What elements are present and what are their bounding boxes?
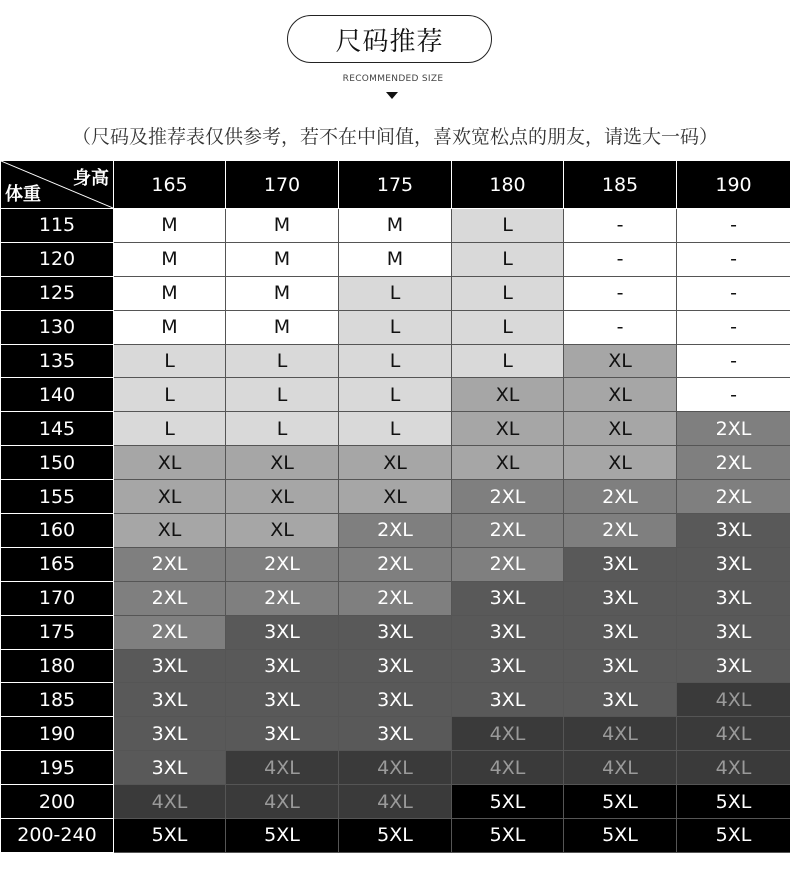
table-row xyxy=(1,819,790,853)
size-cell: XL xyxy=(564,378,677,412)
size-cell: 5XL xyxy=(677,785,790,819)
size-cell: 3XL xyxy=(564,649,677,683)
size-cell: 2XL xyxy=(339,514,452,548)
size-cell: XL xyxy=(452,412,564,446)
weight-label: 200-240 xyxy=(1,819,114,853)
height-axis-label: 身高 xyxy=(73,168,109,189)
size-cell: 3XL xyxy=(114,683,226,717)
size-cell: - xyxy=(677,209,790,243)
weight-label: 170 xyxy=(1,581,114,615)
height-header: 170 xyxy=(226,161,339,209)
size-cell: L xyxy=(339,310,452,344)
size-cell: XL xyxy=(339,446,452,480)
size-cell: 5XL xyxy=(452,819,564,853)
size-cell: XL xyxy=(114,514,226,548)
size-cell: XL xyxy=(226,446,339,480)
down-triangle-icon xyxy=(386,92,398,99)
weight-label: 115 xyxy=(1,209,114,243)
size-cell: L xyxy=(339,344,452,378)
height-header: 185 xyxy=(564,161,677,209)
size-cell: 3XL xyxy=(339,649,452,683)
size-cell: 5XL xyxy=(564,819,677,853)
size-cell: M xyxy=(114,276,226,310)
size-cell: 4XL xyxy=(226,751,339,785)
size-cell: 4XL xyxy=(114,785,226,819)
size-cell: - xyxy=(564,310,677,344)
size-cell: 4XL xyxy=(339,785,452,819)
size-cell: - xyxy=(564,209,677,243)
size-table xyxy=(0,160,790,853)
size-cell: 2XL xyxy=(452,547,564,581)
table-row xyxy=(1,412,790,446)
weight-label: 155 xyxy=(1,480,114,514)
size-cell: XL xyxy=(564,446,677,480)
size-cell: - xyxy=(564,242,677,276)
size-cell: 3XL xyxy=(339,615,452,649)
size-cell: XL xyxy=(452,378,564,412)
size-cell: 5XL xyxy=(114,819,226,853)
weight-label: 135 xyxy=(1,344,114,378)
size-cell: 4XL xyxy=(452,751,564,785)
size-cell: M xyxy=(339,209,452,243)
size-cell: 3XL xyxy=(339,717,452,751)
size-cell: L xyxy=(226,412,339,446)
size-cell: M xyxy=(226,276,339,310)
page-title: 尺码推荐 xyxy=(287,15,492,63)
weight-label: 190 xyxy=(1,717,114,751)
size-cell: XL xyxy=(452,446,564,480)
size-cell: 4XL xyxy=(677,683,790,717)
size-cell: 3XL xyxy=(677,581,790,615)
size-cell: 2XL xyxy=(564,480,677,514)
table-row xyxy=(1,378,790,412)
size-cell: 4XL xyxy=(339,751,452,785)
size-cell: 3XL xyxy=(564,547,677,581)
table-row xyxy=(1,480,790,514)
height-header: 190 xyxy=(677,161,790,209)
size-cell: L xyxy=(339,412,452,446)
size-cell: L xyxy=(452,209,564,243)
size-cell: 3XL xyxy=(677,649,790,683)
weight-label: 200 xyxy=(1,785,114,819)
size-cell: 3XL xyxy=(677,514,790,548)
size-cell: XL xyxy=(339,480,452,514)
size-cell: 3XL xyxy=(452,649,564,683)
size-cell: M xyxy=(226,310,339,344)
size-cell: L xyxy=(339,378,452,412)
size-cell: L xyxy=(114,412,226,446)
size-cell: 5XL xyxy=(564,785,677,819)
size-cell: 5XL xyxy=(226,819,339,853)
size-cell: 2XL xyxy=(677,480,790,514)
size-cell: XL xyxy=(114,480,226,514)
weight-label: 145 xyxy=(1,412,114,446)
table-row xyxy=(1,209,790,243)
size-cell: 2XL xyxy=(226,547,339,581)
weight-label: 140 xyxy=(1,378,114,412)
size-cell: L xyxy=(114,344,226,378)
size-cell: 4XL xyxy=(226,785,339,819)
weight-label: 195 xyxy=(1,751,114,785)
weight-label: 150 xyxy=(1,446,114,480)
size-cell: L xyxy=(452,276,564,310)
weight-label: 130 xyxy=(1,310,114,344)
weight-label: 160 xyxy=(1,514,114,548)
size-cell: 2XL xyxy=(452,480,564,514)
size-cell: 2XL xyxy=(114,581,226,615)
size-cell: 3XL xyxy=(114,649,226,683)
table-row xyxy=(1,344,790,378)
size-cell: M xyxy=(114,209,226,243)
size-cell: M xyxy=(226,209,339,243)
size-cell: 4XL xyxy=(564,717,677,751)
size-cell: XL xyxy=(114,446,226,480)
weight-axis-label: 体重 xyxy=(5,184,41,205)
size-cell: M xyxy=(339,242,452,276)
size-cell: 3XL xyxy=(564,615,677,649)
size-cell: XL xyxy=(226,480,339,514)
size-cell: - xyxy=(677,242,790,276)
table-row xyxy=(1,751,790,785)
size-note: （尺码及推荐表仅供参考，若不在中间值，喜欢宽松点的朋友，请选大一码） xyxy=(71,126,718,148)
size-cell: 2XL xyxy=(339,547,452,581)
size-cell: L xyxy=(114,378,226,412)
size-cell: XL xyxy=(564,412,677,446)
weight-label: 125 xyxy=(1,276,114,310)
size-cell: 5XL xyxy=(339,819,452,853)
size-cell: 2XL xyxy=(114,547,226,581)
weight-label: 180 xyxy=(1,649,114,683)
size-cell: 2XL xyxy=(564,514,677,548)
size-cell: 3XL xyxy=(564,683,677,717)
height-header-row xyxy=(1,161,790,209)
size-cell: 3XL xyxy=(226,683,339,717)
size-cell: 3XL xyxy=(114,717,226,751)
weight-label: 165 xyxy=(1,547,114,581)
size-cell: 4XL xyxy=(677,717,790,751)
table-row xyxy=(1,785,790,819)
size-cell: 5XL xyxy=(452,785,564,819)
size-table-body xyxy=(1,209,790,853)
table-corner xyxy=(1,161,114,209)
size-cell: 4XL xyxy=(564,751,677,785)
size-cell: XL xyxy=(226,514,339,548)
size-cell: L xyxy=(339,276,452,310)
size-cell: XL xyxy=(564,344,677,378)
size-cell: L xyxy=(452,344,564,378)
size-cell: 2XL xyxy=(114,615,226,649)
table-row xyxy=(1,717,790,751)
size-cell: 2XL xyxy=(677,446,790,480)
size-cell: - xyxy=(677,310,790,344)
table-row xyxy=(1,242,790,276)
size-cell: 2XL xyxy=(452,514,564,548)
table-row xyxy=(1,615,790,649)
size-cell: - xyxy=(677,378,790,412)
page-subtitle: RECOMMENDED SIZE xyxy=(342,74,444,84)
size-cell: - xyxy=(564,276,677,310)
size-cell: 3XL xyxy=(226,717,339,751)
size-cell: - xyxy=(677,276,790,310)
table-row xyxy=(1,276,790,310)
size-cell: 3XL xyxy=(452,615,564,649)
table-row xyxy=(1,547,790,581)
size-cell: 2XL xyxy=(339,581,452,615)
table-row xyxy=(1,310,790,344)
size-cell: - xyxy=(677,344,790,378)
size-cell: M xyxy=(114,310,226,344)
size-cell: 5XL xyxy=(677,819,790,853)
weight-label: 120 xyxy=(1,242,114,276)
size-cell: L xyxy=(226,378,339,412)
size-cell: L xyxy=(452,242,564,276)
table-row xyxy=(1,683,790,717)
size-cell: L xyxy=(226,344,339,378)
size-cell: 3XL xyxy=(677,547,790,581)
size-cell: 2XL xyxy=(677,412,790,446)
size-cell: 4XL xyxy=(452,717,564,751)
height-header: 165 xyxy=(114,161,226,209)
size-cell: 2XL xyxy=(226,581,339,615)
size-cell: 3XL xyxy=(114,751,226,785)
table-row xyxy=(1,514,790,548)
height-header: 180 xyxy=(452,161,564,209)
size-cell: 3XL xyxy=(677,615,790,649)
table-row xyxy=(1,581,790,615)
size-cell: 3XL xyxy=(226,615,339,649)
size-cell: 4XL xyxy=(677,751,790,785)
size-cell: 3XL xyxy=(226,649,339,683)
size-cell: 3XL xyxy=(452,581,564,615)
size-cell: 3XL xyxy=(452,683,564,717)
size-cell: M xyxy=(114,242,226,276)
size-cell: 3XL xyxy=(339,683,452,717)
size-cell: M xyxy=(226,242,339,276)
height-header: 175 xyxy=(339,161,452,209)
weight-label: 175 xyxy=(1,615,114,649)
size-cell: 3XL xyxy=(564,581,677,615)
size-cell: L xyxy=(452,310,564,344)
weight-label: 185 xyxy=(1,683,114,717)
table-row xyxy=(1,446,790,480)
table-row xyxy=(1,649,790,683)
